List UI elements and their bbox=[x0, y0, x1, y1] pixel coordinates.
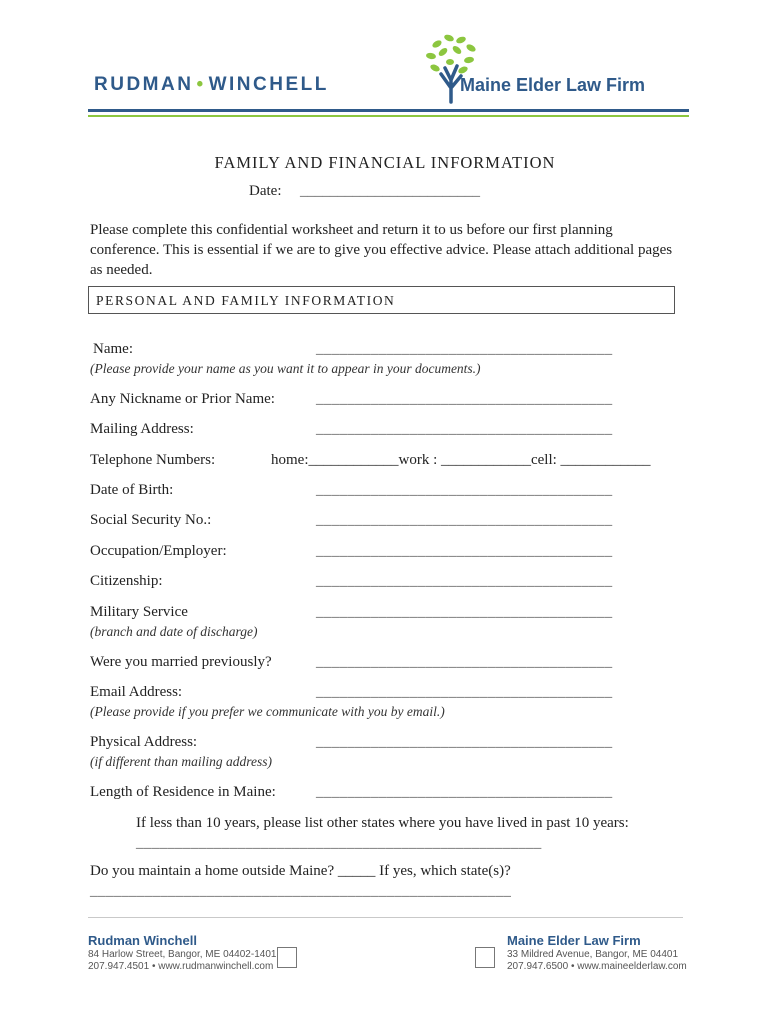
nickname-field[interactable]: ______________________________________ bbox=[316, 391, 613, 407]
military-field[interactable]: ______________________________________ bbox=[316, 604, 613, 620]
military-note: (branch and date of discharge) bbox=[90, 624, 258, 639]
footer-checkbox-left[interactable] bbox=[277, 947, 297, 968]
logo-dot: • bbox=[196, 74, 206, 95]
other-states-label: If less than 10 years, please list other states where you have lived in past 10 years: bbox=[136, 815, 629, 831]
rudman-winchell-logo bbox=[94, 74, 329, 96]
footer-rw-address: 84 Harlow Street, Bangor, ME 04402-1401 bbox=[88, 949, 277, 960]
maine-elder-law-logo-text: Maine Elder Law Firm bbox=[460, 75, 646, 95]
occupation-label: Occupation/Employer: bbox=[90, 543, 227, 559]
footer-mel-address: 33 Mildred Avenue, Bangor, ME 04401 bbox=[507, 949, 679, 960]
mailing-address-label: Mailing Address: bbox=[90, 421, 194, 437]
physical-address-field[interactable]: ______________________________________ bbox=[316, 734, 613, 750]
name-note: (Please provide your name as you want it to appear in your documents.) bbox=[90, 361, 481, 376]
footer-rw-name: Rudman Winchell bbox=[88, 933, 197, 948]
military-label: Military Service bbox=[90, 604, 188, 620]
footer-mel-name: Maine Elder Law Firm bbox=[507, 933, 641, 948]
residence-label: Length of Residence in Maine: bbox=[90, 784, 276, 800]
telephone-label: Telephone Numbers: bbox=[90, 452, 216, 468]
ssn-field[interactable]: ______________________________________ bbox=[316, 512, 613, 528]
date-label: Date: bbox=[249, 183, 282, 199]
logo-rudman-text: RUDMAN bbox=[94, 74, 194, 95]
citizenship-label: Citizenship: bbox=[90, 573, 163, 589]
header-divider-blue bbox=[88, 109, 689, 112]
name-label: Name: bbox=[93, 341, 133, 357]
footer-checkbox-right[interactable] bbox=[475, 947, 495, 968]
email-label: Email Address: bbox=[90, 684, 183, 700]
married-field[interactable]: ______________________________________ bbox=[316, 654, 613, 670]
footer-mel-contact: 207.947.6500 • www.maineelderlaw.com bbox=[507, 961, 687, 972]
date-field[interactable]: ________________________ bbox=[300, 183, 480, 199]
nickname-label: Any Nickname or Prior Name: bbox=[90, 391, 275, 407]
home-outside-label: Do you maintain a home outside Maine? _____ If yes, which state(s)? bbox=[90, 863, 511, 879]
home-outside-field[interactable]: ______________________________________________________ bbox=[90, 883, 512, 899]
name-field[interactable]: ______________________________________ bbox=[316, 341, 613, 357]
ssn-label: Social Security No.: bbox=[90, 512, 212, 528]
married-label: Were you married previously? bbox=[90, 654, 272, 670]
footer-divider bbox=[88, 917, 683, 918]
physical-address-label: Physical Address: bbox=[90, 734, 198, 750]
occupation-field[interactable]: ______________________________________ bbox=[316, 543, 613, 559]
intro-text: Please complete this confidential worksheet and return it to us before our first planning conference. This is essential if we are to give you effective advice. Please attach additional pages as needed. bbox=[90, 222, 673, 278]
section-title: PERSONAL AND FAMILY INFORMATION bbox=[96, 293, 396, 308]
footer-rw-contact: 207.947.4501 • www.rudmanwinchell.com bbox=[88, 961, 274, 972]
telephone-fields[interactable]: home:____________work : ____________cell: ____________ bbox=[271, 452, 651, 468]
mailing-address-field[interactable]: ______________________________________ bbox=[316, 421, 613, 437]
logo-winchell-text: WINCHELL bbox=[208, 74, 329, 95]
email-field[interactable]: ______________________________________ bbox=[316, 684, 613, 700]
email-note: (Please provide if you prefer we communicate with you by email.) bbox=[90, 704, 445, 719]
form-title: FAMILY AND FINANCIAL INFORMATION bbox=[214, 153, 556, 172]
citizenship-field[interactable]: ______________________________________ bbox=[316, 573, 613, 589]
other-states-field[interactable]: ____________________________________________________ bbox=[136, 835, 542, 851]
dob-label: Date of Birth: bbox=[90, 482, 174, 498]
header-divider-green bbox=[88, 115, 689, 117]
dob-field[interactable]: ______________________________________ bbox=[316, 482, 613, 498]
physical-address-note: (if different than mailing address) bbox=[90, 754, 272, 769]
residence-field[interactable]: ______________________________________ bbox=[316, 784, 613, 800]
